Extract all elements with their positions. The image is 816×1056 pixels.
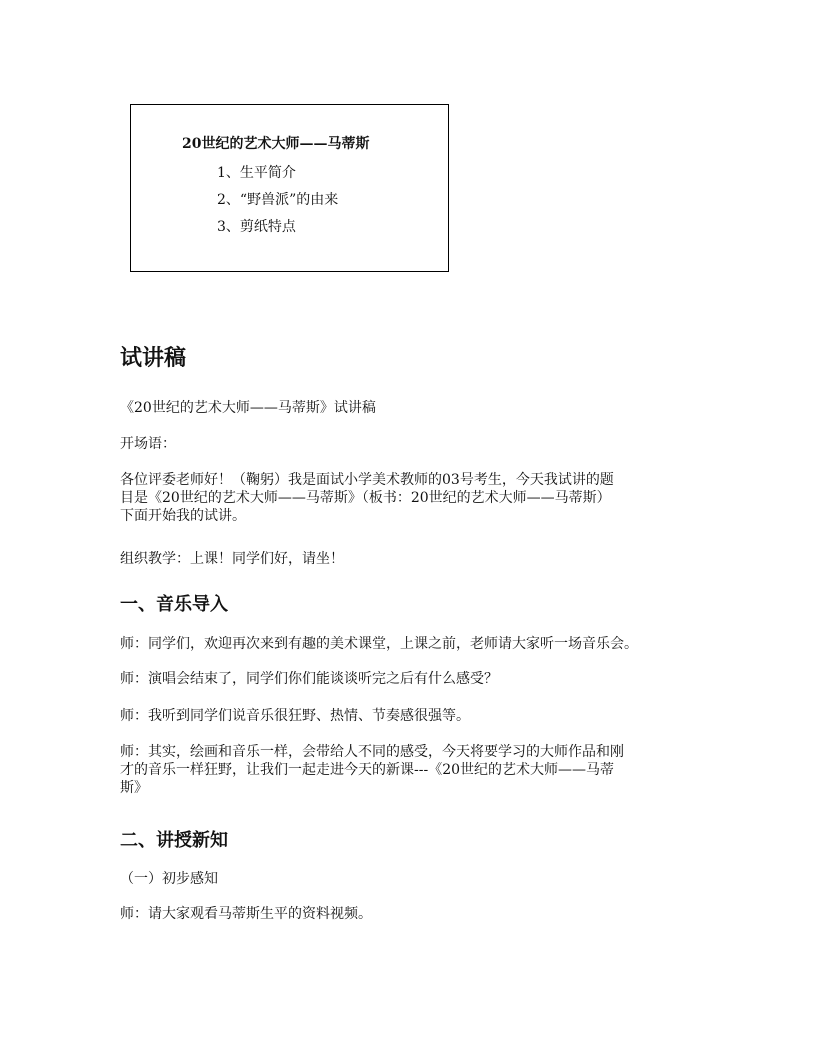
paragraph: 师：请大家观看马蒂斯生平的资料视频。 (120, 906, 372, 922)
section-heading-new-knowledge: 二、讲授新知 (120, 830, 228, 851)
board-item-papercut-features: 3、剪纸特点 (217, 219, 296, 235)
paragraph-multiline (120, 743, 720, 797)
paragraph: 师：演唱会结束了，同学们你们能谈谈听完之后有什么感受？ (120, 671, 498, 687)
paragraph-line: 师：其实，绘画和音乐一样，会带给人不同的感受，今天将要学习的大师作品和刚 (120, 744, 624, 760)
document-title: 试讲稿 (120, 345, 187, 371)
board-title: 20世纪的艺术大师——马蒂斯 (182, 136, 370, 152)
organize-paragraph: 组织教学：上课！同学们好，请坐！ (120, 551, 344, 567)
board-item-biography: 1、生平简介 (217, 165, 296, 181)
opening-line: 各位评委老师好！（鞠躬）我是面试小学美术教师的03号考生，今天我试讲的题 (120, 472, 614, 488)
subsection-heading: （一）初步感知 (120, 871, 218, 887)
lecture-subtitle: 《20世纪的艺术大师——马蒂斯》试讲稿 (120, 400, 376, 416)
blackboard-outline-box (130, 104, 449, 272)
paragraph: 师：我听到同学们说音乐很狂野、热情、节奏感很强等。 (120, 708, 470, 724)
paragraph: 师：同学们，欢迎再次来到有趣的美术课堂，上课之前，老师请大家听一场音乐会。 (120, 636, 638, 652)
board-item-fauvism-origin: 2、“野兽派”的由来 (217, 192, 339, 208)
opening-label: 开场语： (120, 436, 176, 452)
section-heading-music-intro: 一、音乐导入 (120, 594, 228, 615)
paragraph-line: 斯》 (120, 780, 148, 796)
opening-paragraph (120, 471, 720, 525)
opening-line: 下面开始我的试讲。 (120, 508, 246, 524)
opening-line: 目是《20世纪的艺术大师——马蒂斯》（板书：20世纪的艺术大师——马蒂斯） (120, 490, 611, 506)
paragraph-line: 才的音乐一样狂野，让我们一起走进今天的新课---《20世纪的艺术大师——马蒂 (120, 762, 615, 778)
